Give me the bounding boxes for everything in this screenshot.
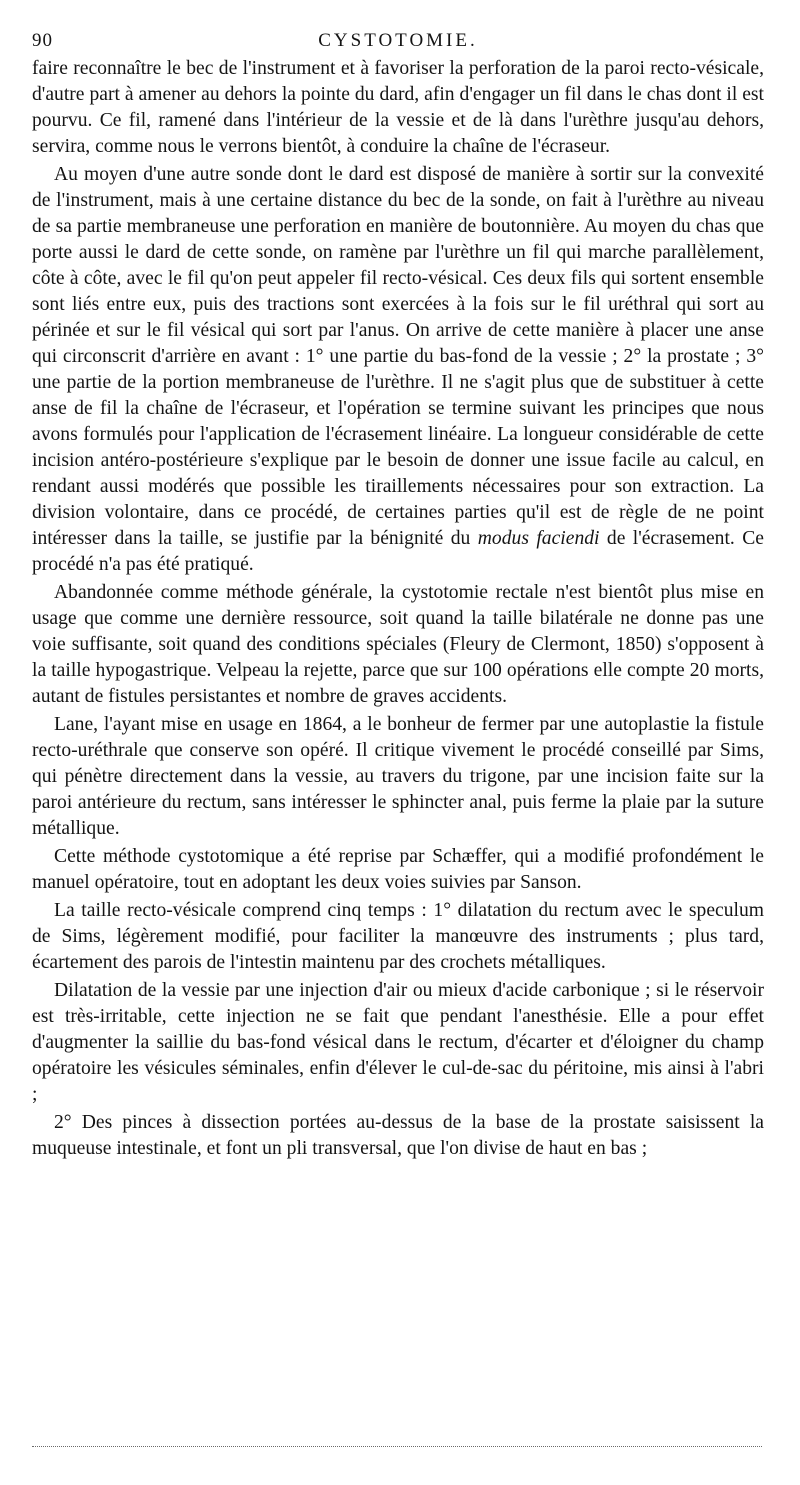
paragraph-text: Dilatation de la vessie par une injection d'air ou mieux d'acide carbonique ; si le réservoir est très-irritable, cette injection ne se fait que pendant l'anesthésie. Elle a pour effet d'augmenter la saillie du bas-fond vésical dans le rectum, d'écarter et d'éloigner du champ opératoire les vésicules séminales, enfin d'élever le cul-de-sac du péritoine, mis ainsi à l'abri ; bbox=[32, 980, 764, 1105]
paragraph-lane bbox=[32, 712, 764, 842]
italic-phrase: modus faciendi bbox=[477, 528, 600, 549]
paragraph-taille-recto-vesicale bbox=[32, 898, 764, 976]
paragraph-text: Cette méthode cystotomique a été reprise par Schæffer, qui a modifié profondément le manuel opératoire, tout en adoptant les deux voies suivies par Sanson. bbox=[32, 846, 764, 893]
book-page bbox=[32, 30, 764, 1162]
paragraph-text: Abandonnée comme méthode générale, la cystotomie rectale n'est bientôt plus mise en usage que comme une dernière ressource, soit quand la taille bilatérale ne donne pas une voie suffisante, soit quand des conditions spéciales (Fleury de Clermont, 1850) s'opposent à la taille hypogastrique. Velpeau la rejette, parce que sur 100 opérations elle compte 20 morts, autant de fistules persistantes et nombre de graves accidents. bbox=[32, 582, 764, 707]
paragraph-text: faire reconnaître le bec de l'instrument et à favoriser la perforation de la paroi recto-vésicale, d'autre part à amener au dehors la pointe du dard, afin d'engager un fil dans le chas dont il est pourvu. Ce fil, ramené dans l'intérieur de la vessie et de là dans l'urèthre jusqu'au dehors, servira, comme nous le verrons bientôt, à conduire la chaîne de l'écraseur. bbox=[32, 58, 764, 157]
paragraph-schaeffer bbox=[32, 844, 764, 896]
running-title: CYSTOTOMIE. bbox=[318, 30, 478, 51]
paragraph-sonde-dard bbox=[32, 162, 764, 578]
paragraph-text: 2° Des pinces à dissection portées au-dessus de la base de la prostate saisissent la muqueuse intestinale, et font un pli transversal, que l'on divise de haut en bas ; bbox=[32, 1112, 764, 1159]
paragraph-dilatation-vessie bbox=[32, 978, 764, 1108]
paragraph-continuation bbox=[32, 56, 764, 160]
paragraph-text: Au moyen d'une autre sonde dont le dard est disposé de manière à sortir sur la convexité de l'instrument, mais à une certaine distance du bec de la sonde, on fait à l'urèthre au niveau de sa partie membraneuse une perforation en manière de boutonnière. Au moyen du chas que porte aussi le dard de cette sonde, on ramène par l'urèthre un fil qui marche parallèlement, côte à côte, avec le fil qu'on peut appeler fil recto-vésical. Ces deux fils qui sortent ensemble sont liés entre eux, puis des tractions sont exercées à la fois sur le fil uréthral qui sort au périnée et sur le fil vésical qui sort par l'anus. On arrive de cette manière à placer une anse qui circonscrit d'arrière en avant : 1° une partie du bas-fond de la vessie ; 2° la prostate ; 3° une partie de la portion membraneuse de l'urèthre. Il ne s'agit plus que de substituer à cette anse de fil la chaîne de l'écraseur, et l'opération se termine suivant les principes que nous avons formulés pour l'application de l'écrasement linéaire. La longueur considérable de cette incision antéro-postérieure s'explique par le besoin de donner une issue facile au calcul, en rendant aussi modérés que possible les tiraillements nécessaires pour son extraction. La division volontaire, dans ce procédé, de certaines parties qu'il est de règle de ne point intéresser dans la taille, se justifie par la bénignité du bbox=[32, 164, 764, 549]
paragraph-text: Lane, l'ayant mise en usage en 1864, a le bonheur de fermer par une autoplastie la fistule recto-uréthrale que conserve son opéré. Il critique vivement le procédé conseillé par Sims, qui pénètre directement dans la vessie, au travers du trigone, par une incision faite sur la paroi antérieure du rectum, sans intéresser le sphincter anal, puis ferme la plaie par la suture métallique. bbox=[32, 714, 764, 839]
paragraph-text: La taille recto-vésicale comprend cinq temps : 1° dilatation du rectum avec le speculum de Sims, légèrement modifié, pour faciliter la manœuvre des instruments ; plus tard, écartement des parois de l'intestin maintenu par des crochets métalliques. bbox=[32, 900, 764, 973]
body-text bbox=[32, 56, 764, 1162]
paragraph-cystotomie-rectale bbox=[32, 580, 764, 710]
paragraph-text-end: de l'écrasement. Ce procédé n'a pas été pratiqué. bbox=[32, 528, 764, 575]
page-number: 90 bbox=[32, 30, 53, 51]
paragraph-pinces bbox=[32, 1110, 764, 1162]
page-header bbox=[32, 30, 764, 56]
footer-rule bbox=[32, 1446, 762, 1447]
